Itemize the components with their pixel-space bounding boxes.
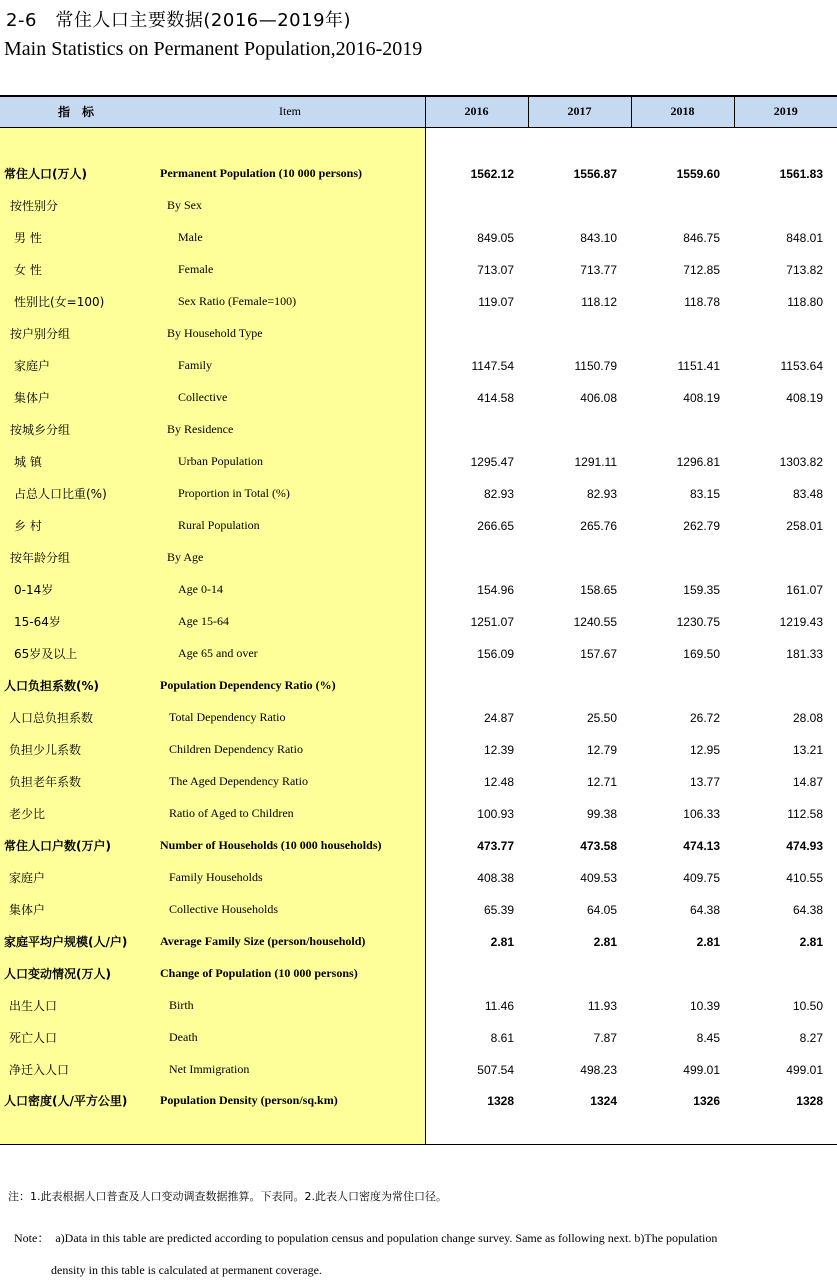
value-cell-2018 xyxy=(631,670,734,702)
row-label-cn: 老少比 xyxy=(0,798,153,830)
row-label-en: Collective xyxy=(153,382,425,414)
row-label-en: Total Dependency Ratio xyxy=(153,702,425,734)
row-label-en: Number of Households (10 000 households) xyxy=(153,830,425,862)
value-cell-2018: 106.33 xyxy=(683,806,720,821)
row-label-cn: 人口负担系数(%) xyxy=(0,670,153,702)
value-cell-2016: 507.54 xyxy=(425,1054,528,1086)
table-row xyxy=(0,574,837,606)
value-cell-2019: 1219.43 xyxy=(779,614,823,629)
value-cell-2017: 158.65 xyxy=(580,582,617,597)
statistics-table xyxy=(0,95,837,1145)
row-label-cn: 15-64岁 xyxy=(0,606,153,638)
value-cell-2017: 1240.55 xyxy=(573,614,617,629)
value-cell-2018: 169.50 xyxy=(683,646,720,661)
value-cell-2017: 82.93 xyxy=(586,486,617,501)
table-title-english: Main Statistics on Permanent Population,2016-2019 xyxy=(4,38,423,60)
value-cell-2019: 64.38 xyxy=(792,902,823,917)
row-label-cn: 家庭户 xyxy=(0,862,153,894)
value-cell-2016: 414.58 xyxy=(425,382,528,414)
table-row xyxy=(0,990,837,1022)
row-label-en: Death xyxy=(153,1022,425,1054)
value-cell-2017: 713.77 xyxy=(580,262,617,277)
row-label-en: Age 15-64 xyxy=(153,606,425,638)
table-row xyxy=(0,510,837,542)
row-label-cn: 负担少儿系数 xyxy=(0,734,153,766)
table-row xyxy=(0,1022,837,1054)
table-row xyxy=(0,286,837,318)
value-cell-2017: 406.08 xyxy=(580,390,617,405)
row-label-cn: 出生人口 xyxy=(0,990,153,1022)
value-cell-2016: 408.38 xyxy=(425,862,528,894)
value-cell-2018 xyxy=(631,318,734,350)
row-label-en: Population Dependency Ratio (%) xyxy=(153,670,425,702)
value-cell-2018: 408.19 xyxy=(683,390,720,405)
value-cell-2019: 161.07 xyxy=(786,582,823,597)
value-cell-2017: 99.38 xyxy=(586,806,617,821)
row-label-cn: 65岁及以上 xyxy=(0,638,153,670)
table-header-row xyxy=(0,96,837,127)
row-label-en: Population Density (person/sq.km) xyxy=(153,1086,425,1116)
row-label-en: Urban Population xyxy=(153,446,425,478)
table-spacer-row xyxy=(0,127,837,158)
row-label-cn: 占总人口比重(%) xyxy=(0,478,153,510)
value-cell-2017: 409.53 xyxy=(580,870,617,885)
row-label-cn: 净迁入人口 xyxy=(0,1054,153,1086)
value-cell-2017: 7.87 xyxy=(593,1030,617,1045)
table-row xyxy=(0,702,837,734)
value-cell-2018 xyxy=(631,542,734,574)
value-cell-2017: 498.23 xyxy=(580,1062,617,1077)
value-cell-2016: 100.93 xyxy=(425,798,528,830)
value-cell-2019 xyxy=(734,542,837,574)
value-cell-2017 xyxy=(528,190,631,222)
footnote-label: Note： xyxy=(14,1231,50,1245)
table-row xyxy=(0,382,837,414)
value-cell-2017: 2.81 xyxy=(593,934,617,949)
table-row xyxy=(0,222,837,254)
value-cell-2016: 1251.07 xyxy=(425,606,528,638)
row-label-en: Male xyxy=(153,222,425,254)
value-cell-2017: 843.10 xyxy=(580,230,617,245)
header-year-2018: 2018 xyxy=(631,96,734,127)
table-row xyxy=(0,414,837,446)
row-label-en: Age 0-14 xyxy=(153,574,425,606)
table-row xyxy=(0,254,837,286)
row-label-cn: 按城乡分组 xyxy=(0,414,153,446)
row-label-en: By Age xyxy=(153,542,425,574)
value-cell-2019: 408.19 xyxy=(786,390,823,405)
value-cell-2018: 159.35 xyxy=(683,582,720,597)
row-label-cn: 集体户 xyxy=(0,382,153,414)
table-row xyxy=(0,734,837,766)
value-cell-2018: 1559.60 xyxy=(676,166,720,181)
table-row xyxy=(0,798,837,830)
row-label-cn: 女 性 xyxy=(0,254,153,286)
row-label-cn: 负担老年系数 xyxy=(0,766,153,798)
header-year-2016: 2016 xyxy=(425,96,528,127)
row-label-cn: 按户别分组 xyxy=(0,318,153,350)
value-cell-2016: 82.93 xyxy=(425,478,528,510)
value-cell-2019: 28.08 xyxy=(792,710,823,725)
value-cell-2018: 10.39 xyxy=(689,998,720,1013)
value-cell-2016 xyxy=(425,190,528,222)
value-cell-2017 xyxy=(528,414,631,446)
value-cell-2019: 1153.64 xyxy=(780,358,823,373)
value-cell-2016: 11.46 xyxy=(425,990,528,1022)
value-cell-2019 xyxy=(734,958,837,990)
value-cell-2017: 473.58 xyxy=(580,838,617,853)
value-cell-2019: 10.50 xyxy=(792,998,823,1013)
value-cell-2018: 12.95 xyxy=(689,742,720,757)
value-cell-2017: 265.76 xyxy=(580,518,617,533)
row-label-en: Proportion in Total (%) xyxy=(153,478,425,510)
value-cell-2016 xyxy=(425,414,528,446)
row-label-cn: 家庭户 xyxy=(0,350,153,382)
row-label-en: Sex Ratio (Female=100) xyxy=(153,286,425,318)
value-cell-2016: 2.81 xyxy=(425,926,528,958)
row-label-cn: 性别比(女=100) xyxy=(0,286,153,318)
row-label-cn: 常住人口(万人) xyxy=(0,158,153,190)
value-cell-2017: 64.05 xyxy=(586,902,617,917)
table-row xyxy=(0,894,837,926)
value-cell-2017: 25.50 xyxy=(586,710,617,725)
value-cell-2017: 11.93 xyxy=(587,998,617,1013)
row-label-en: By Sex xyxy=(153,190,425,222)
row-label-en: Collective Households xyxy=(153,894,425,926)
value-cell-2016: 473.77 xyxy=(425,830,528,862)
value-cell-2019: 474.93 xyxy=(786,838,823,853)
value-cell-2019: 258.01 xyxy=(786,518,823,533)
table-row xyxy=(0,190,837,222)
row-label-cn: 乡 村 xyxy=(0,510,153,542)
row-label-cn: 家庭平均户规模(人/户) xyxy=(0,926,153,958)
row-label-en: Permanent Population (10 000 persons) xyxy=(153,158,425,190)
value-cell-2016 xyxy=(425,318,528,350)
row-label-en: The Aged Dependency Ratio xyxy=(153,766,425,798)
value-cell-2017: 118.12 xyxy=(581,294,617,309)
row-label-cn: 常住人口户数(万户) xyxy=(0,830,153,862)
table-row xyxy=(0,478,837,510)
table-row xyxy=(0,926,837,958)
row-label-cn: 男 性 xyxy=(0,222,153,254)
header-year-2017: 2017 xyxy=(528,96,631,127)
row-label-cn: 人口变动情况(万人) xyxy=(0,958,153,990)
value-cell-2018: 712.85 xyxy=(683,262,720,277)
row-label-en: Average Family Size (person/household) xyxy=(153,926,425,958)
table-body xyxy=(0,127,837,1144)
value-cell-2017: 1324 xyxy=(590,1093,617,1108)
value-cell-2016: 24.87 xyxy=(425,702,528,734)
value-cell-2017: 157.67 xyxy=(580,646,617,661)
footnote-line-1: a)Data in this table are predicted according to population census and population change survey. Same as following next. b)The population xyxy=(55,1231,718,1245)
value-cell-2017 xyxy=(528,958,631,990)
value-cell-2019 xyxy=(734,318,837,350)
value-cell-2019: 181.33 xyxy=(786,646,823,661)
value-cell-2016: 12.39 xyxy=(425,734,528,766)
value-cell-2018: 409.75 xyxy=(683,870,720,885)
value-cell-2019: 848.01 xyxy=(786,230,823,245)
footnote-english xyxy=(14,1222,829,1286)
value-cell-2019: 83.48 xyxy=(792,486,823,501)
value-cell-2019 xyxy=(734,414,837,446)
value-cell-2016: 154.96 xyxy=(425,574,528,606)
value-cell-2019: 499.01 xyxy=(786,1062,823,1077)
table-row xyxy=(0,350,837,382)
value-cell-2017: 1150.79 xyxy=(574,358,617,373)
value-cell-2018: 474.13 xyxy=(683,838,720,853)
row-label-cn: 人口密度(人/平方公里) xyxy=(0,1086,153,1116)
value-cell-2018: 26.72 xyxy=(689,710,720,725)
value-cell-2016: 1562.12 xyxy=(425,158,528,190)
value-cell-2019: 112.58 xyxy=(787,806,823,821)
value-cell-2016: 266.65 xyxy=(425,510,528,542)
table-row xyxy=(0,318,837,350)
value-cell-2019: 1303.82 xyxy=(779,454,823,469)
row-label-en: Rural Population xyxy=(153,510,425,542)
table-title-chinese: 2-6 常住人口主要数据(2016—2019年) xyxy=(6,10,352,31)
row-label-en: Change of Population (10 000 persons) xyxy=(153,958,425,990)
value-cell-2016: 119.07 xyxy=(425,286,528,318)
value-cell-2018 xyxy=(631,190,734,222)
table-row xyxy=(0,1086,837,1116)
value-cell-2016: 1328 xyxy=(425,1086,528,1116)
value-cell-2018: 846.75 xyxy=(683,230,720,245)
value-cell-2016: 713.07 xyxy=(425,254,528,286)
table-row xyxy=(0,638,837,670)
value-cell-2017 xyxy=(528,542,631,574)
row-label-cn: 集体户 xyxy=(0,894,153,926)
value-cell-2016 xyxy=(425,670,528,702)
value-cell-2016: 849.05 xyxy=(425,222,528,254)
row-label-en: Age 65 and over xyxy=(153,638,425,670)
footnote-chinese: 注：1.此表根据人口普查及人口变动调查数据推算。下表同。2.此表人口密度为常住口径。 xyxy=(8,1190,447,1203)
table-row xyxy=(0,670,837,702)
value-cell-2019: 13.21 xyxy=(792,742,823,757)
header-indicator-cn: 指标 xyxy=(0,96,153,127)
value-cell-2018: 13.77 xyxy=(689,774,720,789)
row-label-cn: 按年龄分组 xyxy=(0,542,153,574)
value-cell-2019: 14.87 xyxy=(792,774,823,789)
table-row xyxy=(0,542,837,574)
value-cell-2017 xyxy=(528,318,631,350)
value-cell-2016: 65.39 xyxy=(425,894,528,926)
value-cell-2016 xyxy=(425,958,528,990)
row-label-cn: 死亡人口 xyxy=(0,1022,153,1054)
table-row xyxy=(0,606,837,638)
value-cell-2019 xyxy=(734,670,837,702)
header-year-2019: 2019 xyxy=(734,96,837,127)
table-row xyxy=(0,830,837,862)
value-cell-2018: 1326 xyxy=(693,1093,720,1108)
value-cell-2018 xyxy=(631,958,734,990)
value-cell-2016: 12.48 xyxy=(425,766,528,798)
value-cell-2017: 1291.11 xyxy=(574,454,617,469)
value-cell-2017: 12.79 xyxy=(586,742,617,757)
row-label-en: Female xyxy=(153,254,425,286)
value-cell-2018: 64.38 xyxy=(689,902,720,917)
value-cell-2017: 12.71 xyxy=(586,774,617,789)
value-cell-2018: 1230.75 xyxy=(676,614,720,629)
value-cell-2016 xyxy=(425,542,528,574)
value-cell-2019: 410.55 xyxy=(786,870,823,885)
value-cell-2019 xyxy=(734,190,837,222)
row-label-cn: 0-14岁 xyxy=(0,574,153,606)
header-item: Item xyxy=(153,96,425,127)
table-row xyxy=(0,958,837,990)
table-row xyxy=(0,158,837,190)
value-cell-2018: 262.79 xyxy=(683,518,720,533)
table-row xyxy=(0,1054,837,1086)
value-cell-2018: 118.78 xyxy=(684,294,720,309)
table-row xyxy=(0,862,837,894)
value-cell-2016: 1295.47 xyxy=(425,446,528,478)
table-row xyxy=(0,766,837,798)
value-cell-2019: 1561.83 xyxy=(779,166,823,181)
value-cell-2016: 8.61 xyxy=(425,1022,528,1054)
value-cell-2019: 2.81 xyxy=(799,934,823,949)
row-label-en: Net Immigration xyxy=(153,1054,425,1086)
row-label-en: Family Households xyxy=(153,862,425,894)
value-cell-2018: 8.45 xyxy=(696,1030,720,1045)
footnote-line-2: density in this table is calculated at permanent coverage. xyxy=(51,1263,322,1277)
table-spacer-row xyxy=(0,1116,837,1145)
row-label-cn: 城 镇 xyxy=(0,446,153,478)
row-label-en: By Household Type xyxy=(153,318,425,350)
value-cell-2018: 2.81 xyxy=(696,934,720,949)
value-cell-2016: 156.09 xyxy=(425,638,528,670)
value-cell-2018: 1151.41 xyxy=(677,358,720,373)
value-cell-2019: 713.82 xyxy=(786,262,823,277)
value-cell-2019: 1328 xyxy=(796,1093,823,1108)
value-cell-2017 xyxy=(528,670,631,702)
value-cell-2018: 499.01 xyxy=(683,1062,720,1077)
value-cell-2018: 83.15 xyxy=(689,486,720,501)
row-label-cn: 按性别分 xyxy=(0,190,153,222)
value-cell-2018 xyxy=(631,414,734,446)
value-cell-2016: 1147.54 xyxy=(425,350,528,382)
row-label-cn: 人口总负担系数 xyxy=(0,702,153,734)
value-cell-2019: 8.27 xyxy=(799,1030,823,1045)
row-label-en: Birth xyxy=(153,990,425,1022)
table-row xyxy=(0,446,837,478)
value-cell-2019: 118.80 xyxy=(787,294,823,309)
row-label-en: Children Dependency Ratio xyxy=(153,734,425,766)
row-label-en: Family xyxy=(153,350,425,382)
value-cell-2017: 1556.87 xyxy=(573,166,617,181)
row-label-en: By Residence xyxy=(153,414,425,446)
row-label-en: Ratio of Aged to Children xyxy=(153,798,425,830)
value-cell-2018: 1296.81 xyxy=(676,454,720,469)
